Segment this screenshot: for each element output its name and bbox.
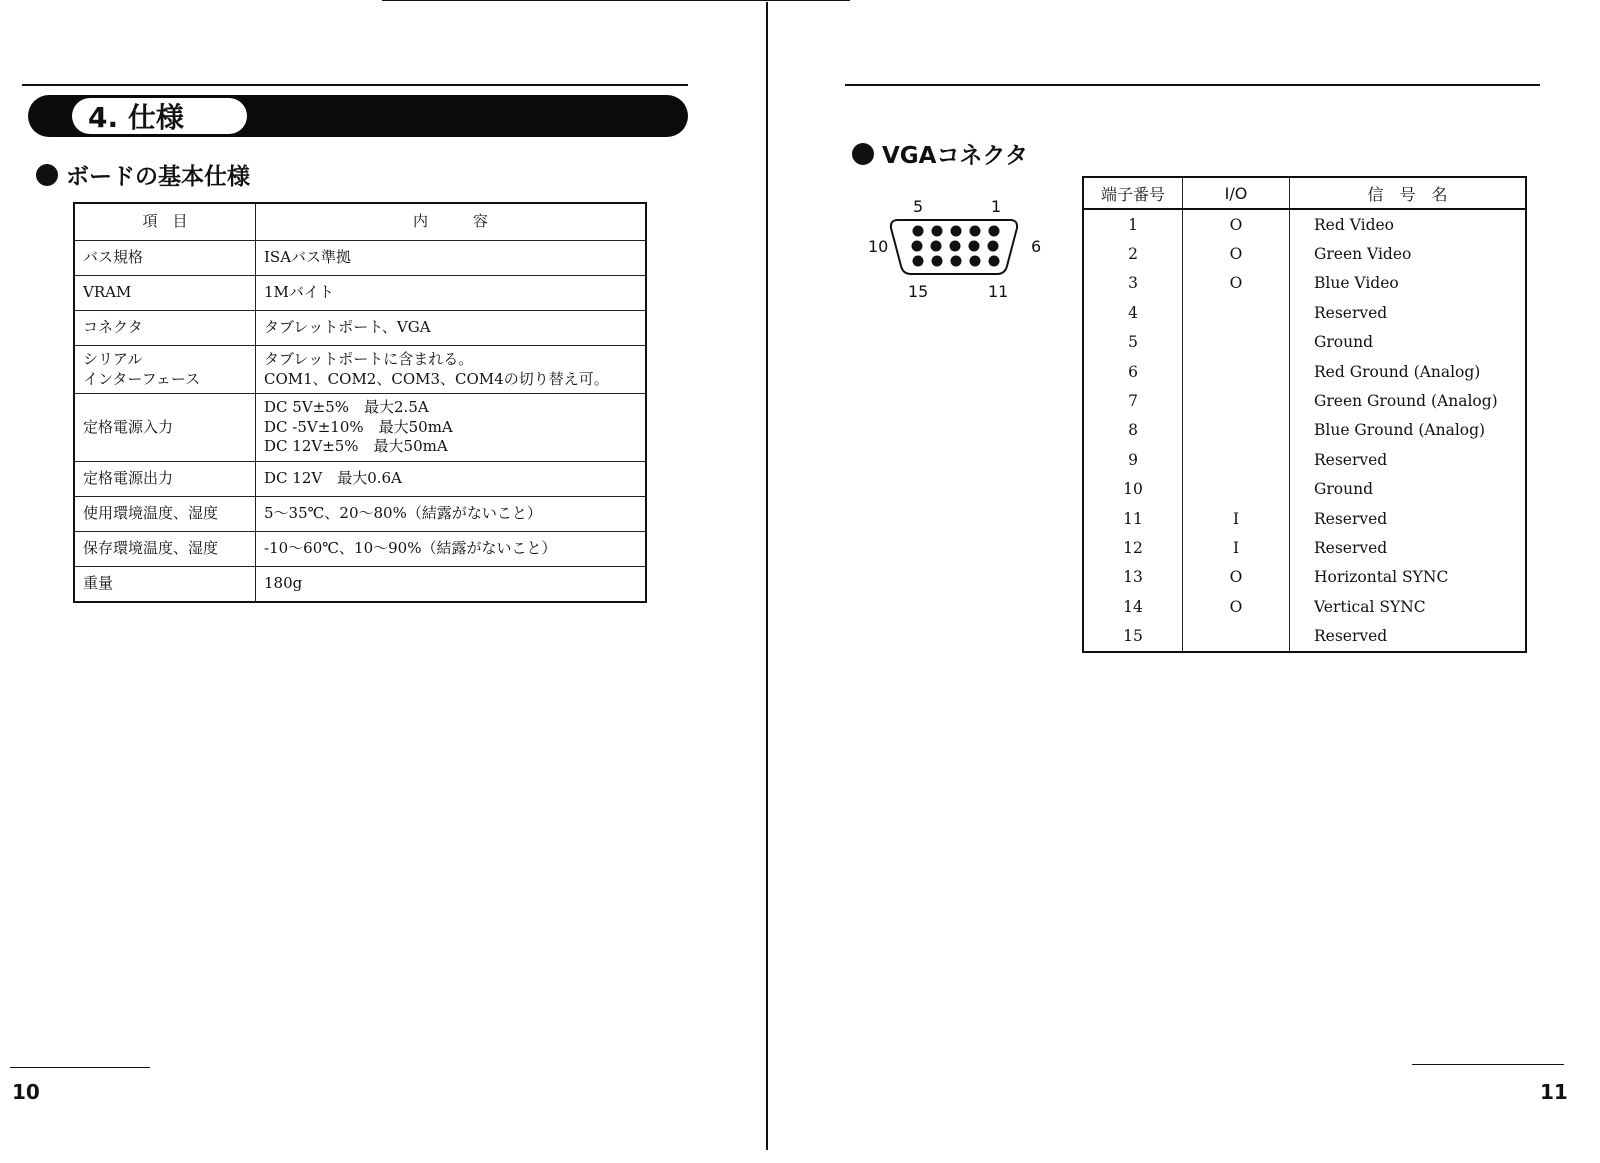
connector-pin-dot — [989, 226, 1000, 237]
spec-item-text: 定格電源入力 — [83, 417, 174, 436]
label-pin-11: 11 — [988, 282, 1009, 301]
pin-number-cell: 4 — [1083, 298, 1183, 327]
footer-rule-right — [1412, 1064, 1564, 1065]
pin-io-cell: O — [1183, 563, 1290, 592]
spec-item-cell — [74, 311, 256, 346]
spec-content-cell — [256, 567, 647, 602]
pin-number-cell: 8 — [1083, 416, 1183, 445]
pin-number-cell: 5 — [1083, 328, 1183, 357]
page-number-left: 10 — [12, 1080, 40, 1104]
pin-io-cell: O — [1183, 592, 1290, 621]
spec-subheading — [36, 158, 250, 191]
table-row — [1083, 621, 1526, 651]
bullet-icon — [852, 143, 874, 165]
pin-signal-cell: Green Ground (Analog) — [1290, 386, 1527, 415]
column-header-item: 項 目 — [74, 203, 256, 241]
pin-table-header — [1083, 177, 1526, 209]
pin-signal-cell: Reserved — [1290, 298, 1527, 327]
pin-io-cell — [1183, 416, 1290, 445]
table-row — [1083, 298, 1526, 327]
pin-io-cell — [1183, 445, 1290, 474]
pin-signal-cell: Blue Video — [1290, 269, 1527, 298]
center-spine — [766, 2, 768, 1150]
connector-pins — [912, 226, 1000, 267]
spec-item-text: シリアル — [83, 350, 143, 368]
spec-table-body — [74, 241, 646, 602]
table-row — [74, 567, 646, 602]
spec-content-text: -10～60℃、10～90%（結露がないこと） — [264, 539, 557, 558]
spec-item-cell — [74, 241, 256, 276]
table-row — [1083, 592, 1526, 621]
header-rule-right — [845, 84, 1540, 86]
header-rule-left — [22, 84, 688, 86]
pin-signal-cell: Reserved — [1290, 621, 1527, 651]
footer-rule-left — [10, 1067, 150, 1068]
spec-item-text: インターフェース — [83, 369, 201, 388]
page-number-right: 11 — [1540, 1080, 1568, 1104]
pin-number-cell: 15 — [1083, 621, 1183, 651]
label-pin-5: 5 — [913, 197, 924, 216]
table-row — [1083, 416, 1526, 445]
pin-table — [1082, 176, 1527, 653]
pin-io-cell — [1183, 298, 1290, 327]
table-row — [74, 346, 646, 394]
spec-content-text: 180g — [264, 574, 303, 592]
connector-pin-dot — [989, 256, 1000, 267]
pin-io-cell: I — [1183, 533, 1290, 562]
pin-io-cell — [1183, 357, 1290, 386]
pin-signal-cell: Reserved — [1290, 533, 1527, 562]
table-row — [1083, 239, 1526, 268]
pin-io-cell — [1183, 328, 1290, 357]
pin-signal-cell: Blue Ground (Analog) — [1290, 416, 1527, 445]
spec-item-cell — [74, 567, 256, 602]
column-header-content: 内 容 — [256, 203, 647, 241]
pin-number-cell: 13 — [1083, 563, 1183, 592]
bullet-icon — [36, 164, 58, 186]
spec-content-text: ISAバス準拠 — [264, 248, 352, 267]
connector-pin-dot — [970, 256, 981, 267]
pin-table-body — [1083, 209, 1526, 652]
table-row — [74, 462, 646, 497]
pin-number-cell: 2 — [1083, 239, 1183, 268]
table-row — [74, 532, 646, 567]
table-row — [1083, 563, 1526, 592]
pin-signal-cell: Red Ground (Analog) — [1290, 357, 1527, 386]
spec-content-text: DC 5V±5% 最大2.5A — [264, 398, 429, 417]
spec-content-cell — [256, 346, 647, 394]
connector-pin-dot — [913, 226, 924, 237]
connector-pin-dot — [932, 256, 943, 267]
pin-io-cell — [1183, 621, 1290, 651]
pin-number-cell: 11 — [1083, 504, 1183, 533]
pin-number-cell: 3 — [1083, 269, 1183, 298]
spec-content-text: タブレットポート、VGA — [264, 318, 431, 337]
spec-content-text: DC 12V 最大0.6A — [264, 469, 402, 488]
spec-item-cell — [74, 276, 256, 311]
pin-number-cell: 7 — [1083, 386, 1183, 415]
spec-item-text: 定格電源出力 — [83, 469, 174, 488]
top-rule-left — [382, 0, 850, 1]
spec-content-text: 5～35℃、20～80%（結露がないこと） — [264, 504, 542, 523]
spec-content-cell — [256, 497, 647, 532]
spec-content-text: DC 12V±5% 最大50mA — [264, 437, 448, 456]
spec-content-text: COM1、COM2、COM3、COM4の切り替え可。 — [264, 369, 609, 388]
spec-content-cell — [256, 241, 647, 276]
spec-subheading-text: ボードの基本仕様 — [66, 164, 250, 190]
connector-pin-dot — [912, 241, 923, 252]
connector-pin-dot — [931, 241, 942, 252]
connector-pin-dot — [969, 241, 980, 252]
spec-item-cell — [74, 394, 256, 462]
connector-pin-dot — [932, 226, 943, 237]
spec-content-text: DC -5V±10% 最大50mA — [264, 417, 453, 436]
table-row — [1083, 533, 1526, 562]
table-row — [74, 497, 646, 532]
table-row — [1083, 475, 1526, 504]
spec-item-text: 保存環境温度、湿度 — [83, 539, 219, 558]
section-title: 4. 仕様 — [72, 98, 247, 134]
pin-signal-cell: Vertical SYNC — [1290, 592, 1527, 621]
spec-table-header — [74, 203, 646, 241]
connector-pin-dot — [951, 226, 962, 237]
pin-signal-cell: Ground — [1290, 475, 1527, 504]
pin-io-cell: O — [1183, 269, 1290, 298]
pin-io-cell: O — [1183, 239, 1290, 268]
spec-content-cell — [256, 394, 647, 462]
spec-item-text: 使用環境温度、湿度 — [83, 504, 219, 523]
pin-io-cell: O — [1183, 209, 1290, 239]
spec-content-cell — [256, 276, 647, 311]
pin-number-cell: 10 — [1083, 475, 1183, 504]
table-row — [1083, 445, 1526, 474]
column-header-pin: 端子番号 — [1083, 177, 1183, 209]
pin-io-cell: I — [1183, 504, 1290, 533]
column-header-signal: 信 号 名 — [1290, 177, 1527, 209]
spec-item-cell — [74, 462, 256, 497]
table-row — [74, 276, 646, 311]
table-row — [74, 241, 646, 276]
vga-subheading — [852, 137, 1028, 170]
spec-content-text: 1Mバイト — [264, 283, 334, 302]
pin-io-cell — [1183, 386, 1290, 415]
spec-table — [73, 202, 647, 603]
spec-item-text: VRAM — [83, 283, 132, 302]
table-row — [74, 394, 646, 462]
pin-number-cell: 14 — [1083, 592, 1183, 621]
pin-io-cell — [1183, 475, 1290, 504]
table-row — [74, 311, 646, 346]
pin-number-cell: 9 — [1083, 445, 1183, 474]
connector-pin-dot — [970, 226, 981, 237]
section-banner — [28, 95, 688, 137]
spec-item-text: 重量 — [83, 574, 114, 592]
label-pin-1: 1 — [991, 197, 1002, 216]
pin-signal-cell: Reserved — [1290, 445, 1527, 474]
table-row — [1083, 386, 1526, 415]
connector-pin-dot — [988, 241, 999, 252]
pin-signal-cell: Reserved — [1290, 504, 1527, 533]
table-row — [1083, 269, 1526, 298]
spec-content-cell — [256, 462, 647, 497]
spec-item-cell — [74, 346, 256, 394]
spec-item-cell — [74, 497, 256, 532]
label-pin-15: 15 — [908, 282, 929, 301]
column-header-io: I/O — [1183, 177, 1290, 209]
spec-item-cell — [74, 532, 256, 567]
table-row — [1083, 209, 1526, 239]
label-pin-10: 10 — [868, 237, 889, 256]
spec-content-cell — [256, 311, 647, 346]
pin-number-cell: 12 — [1083, 533, 1183, 562]
table-row — [1083, 328, 1526, 357]
pin-signal-cell: Green Video — [1290, 239, 1527, 268]
vga-connector-diagram — [868, 196, 1048, 306]
spec-content-cell — [256, 532, 647, 567]
label-pin-6: 6 — [1031, 237, 1042, 256]
spec-item-text: バス規格 — [83, 248, 144, 267]
connector-pin-dot — [913, 256, 924, 267]
pin-number-cell: 1 — [1083, 209, 1183, 239]
connector-pin-dot — [950, 241, 961, 252]
spec-content-text: タブレットポートに含まれる。 — [264, 350, 474, 368]
pin-signal-cell: Red Video — [1290, 209, 1527, 239]
table-row — [1083, 504, 1526, 533]
table-row — [1083, 357, 1526, 386]
pin-signal-cell: Ground — [1290, 328, 1527, 357]
pin-number-cell: 6 — [1083, 357, 1183, 386]
connector-pin-dot — [951, 256, 962, 267]
spec-item-text: コネクタ — [83, 318, 143, 337]
pin-signal-cell: Horizontal SYNC — [1290, 563, 1527, 592]
vga-subheading-text: VGAコネクタ — [882, 143, 1029, 169]
